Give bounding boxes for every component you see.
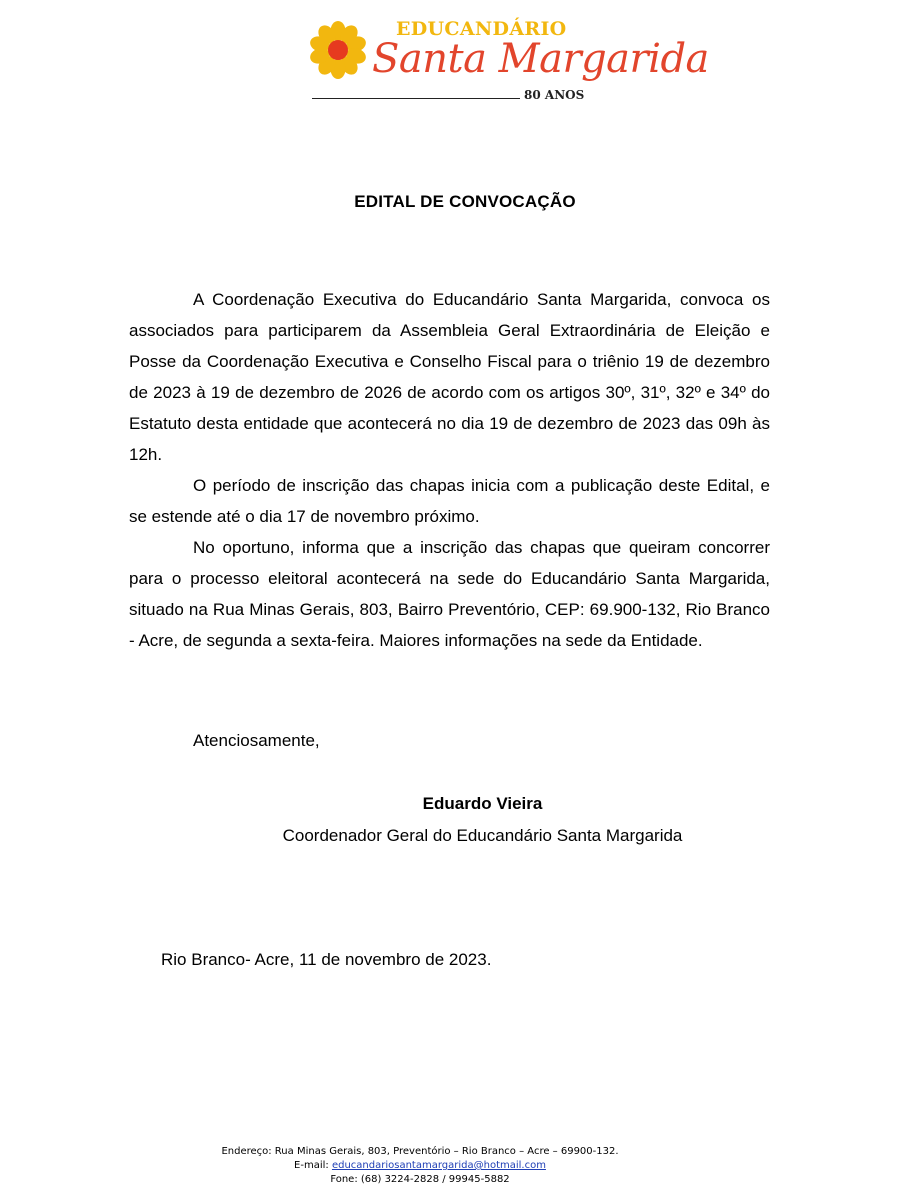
footer xyxy=(0,1145,840,1187)
logo-wordmark-top: EDUCANDÁRIO xyxy=(396,18,567,40)
place-and-date: Rio Branco- Acre, 11 de novembro de 2023. xyxy=(161,950,492,969)
paragraph-registration-location: No oportuno, informa que a inscrição das chapas que queiram concorrer para o processo eleitoral acontecerá na sede do Educandário Santa Margarida, situado na Rua Minas Gerais, 803, Bairro Preventório, CEP: 69.900-132, Rio Branco - Acre, de segunda a sexta-feira. Maiores informações na sede da Entidade. xyxy=(129,538,770,650)
signer-role: Coordenador Geral do Educandário Santa Margarida xyxy=(282,826,683,845)
footer-email-label: E-mail: xyxy=(294,1160,332,1171)
closing-salutation: Atenciosamente, xyxy=(193,731,320,750)
paragraph-convocation: A Coordenação Executiva do Educandário Santa Margarida, convoca os associados para participarem da Assembleia Geral Extraordinária de Eleição e Posse da Coordenação Executiva e Conselho Fiscal para o triênio 19 de dezembro de 2023 à 19 de dezembro de 2026 de acordo com os artigos 30º, 31º, 32º e 34º do Estatuto desta entidade que acontecerá no dia 19 de dezembro de 2023 das 09h às 12h. xyxy=(129,290,770,464)
signer-name: Eduardo Vieira xyxy=(422,794,543,813)
logo-wordmark-script: Santa Margarida xyxy=(372,36,709,82)
footer-email-line xyxy=(0,1159,840,1173)
logo-underline xyxy=(312,98,520,99)
logo xyxy=(308,18,709,108)
document-title: EDITAL DE CONVOCAÇÃO xyxy=(354,192,576,211)
footer-phone: Fone: (68) 3224-2828 / 99945-5882 xyxy=(330,1174,510,1185)
footer-address: Endereço: Rua Minas Gerais, 803, Preventório – Rio Branco – Acre – 69900-132. xyxy=(221,1146,619,1157)
footer-email-link[interactable]: educandariosantamargarida@hotmail.com xyxy=(331,1160,546,1171)
document-body xyxy=(129,284,770,656)
paragraph-registration-period: O período de inscrição das chapas inicia com a publicação deste Edital, e se estende até o dia 17 de novembro próximo. xyxy=(129,476,770,526)
sunflower-icon xyxy=(308,20,368,80)
logo-anniversary: 80 ANOS xyxy=(524,88,585,102)
